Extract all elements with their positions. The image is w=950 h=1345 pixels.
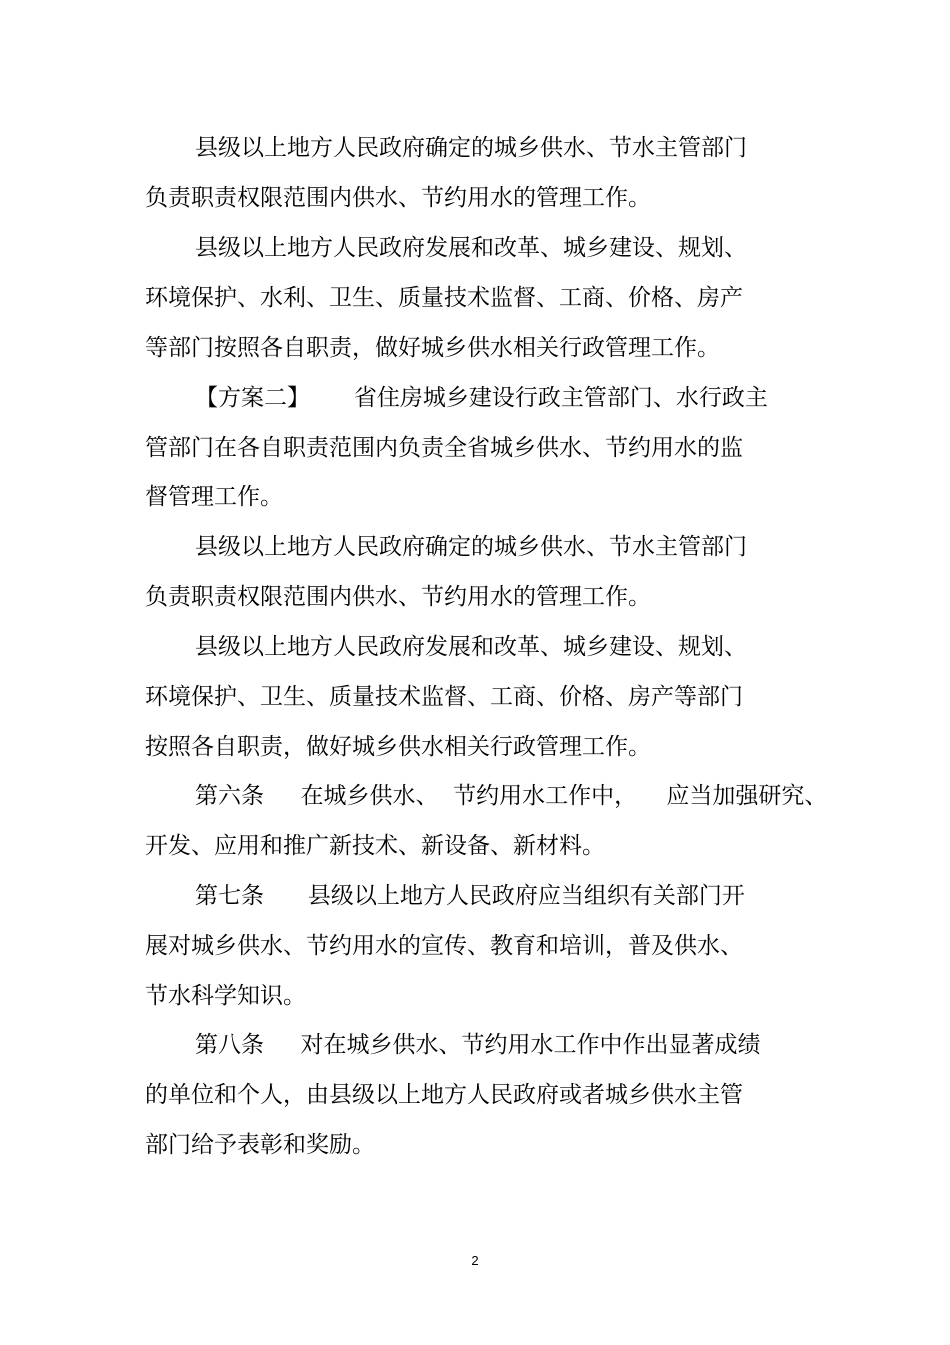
text-line: 县级以上地方人民政府确定的城乡供水、节水主管部门	[195, 135, 747, 161]
text-line: 节水科学知识。	[145, 983, 306, 1009]
text-line: 管部门在各自职责范围内负责全省城乡供水、节约用水的监	[145, 435, 743, 461]
text-line: 的单位和个人，由县级以上地方人民政府或者城乡供水主管	[145, 1082, 743, 1108]
text-line: 等部门按照各自职责，做好城乡供水相关行政管理工作。	[145, 335, 720, 361]
page-number: 2	[471, 1253, 479, 1268]
text-line: 督管理工作。	[145, 484, 283, 510]
text-line: 负责职责权限范围内供水、节约用水的管理工作。	[145, 185, 651, 211]
text-line: 开发、应用和推广新技术、新设备、新材料。	[145, 833, 605, 859]
text-line: 第八条 对在城乡供水、节约用水工作中作出显著成绩	[195, 1032, 761, 1058]
text-line: 部门给予表彰和奖励。	[145, 1132, 375, 1158]
text-line: 【方案二】 省住房城乡建设行政主管部门、水行政主	[195, 385, 768, 411]
text-line: 按照各自职责，做好城乡供水相关行政管理工作。	[145, 734, 651, 760]
text-line: 县级以上地方人民政府发展和改革、城乡建设、规划、	[195, 634, 747, 660]
text-line: 展对城乡供水、节约用水的宣传、教育和培训，普及供水、	[145, 933, 743, 959]
text-line: 第七条 县级以上地方人民政府应当组织有关部门开	[195, 883, 745, 909]
text-line: 县级以上地方人民政府确定的城乡供水、节水主管部门	[195, 534, 747, 560]
text-line: 环境保护、水利、卫生、质量技术监督、工商、价格、房产	[145, 285, 743, 311]
text-line: 负责职责权限范围内供水、节约用水的管理工作。	[145, 584, 651, 610]
text-line: 第六条 在城乡供水、 节约用水工作中， 应当加强研究、	[195, 783, 828, 809]
text-line: 县级以上地方人民政府发展和改革、城乡建设、规划、	[195, 235, 747, 261]
text-line: 环境保护、卫生、质量技术监督、工商、价格、房产等部门	[145, 684, 743, 710]
